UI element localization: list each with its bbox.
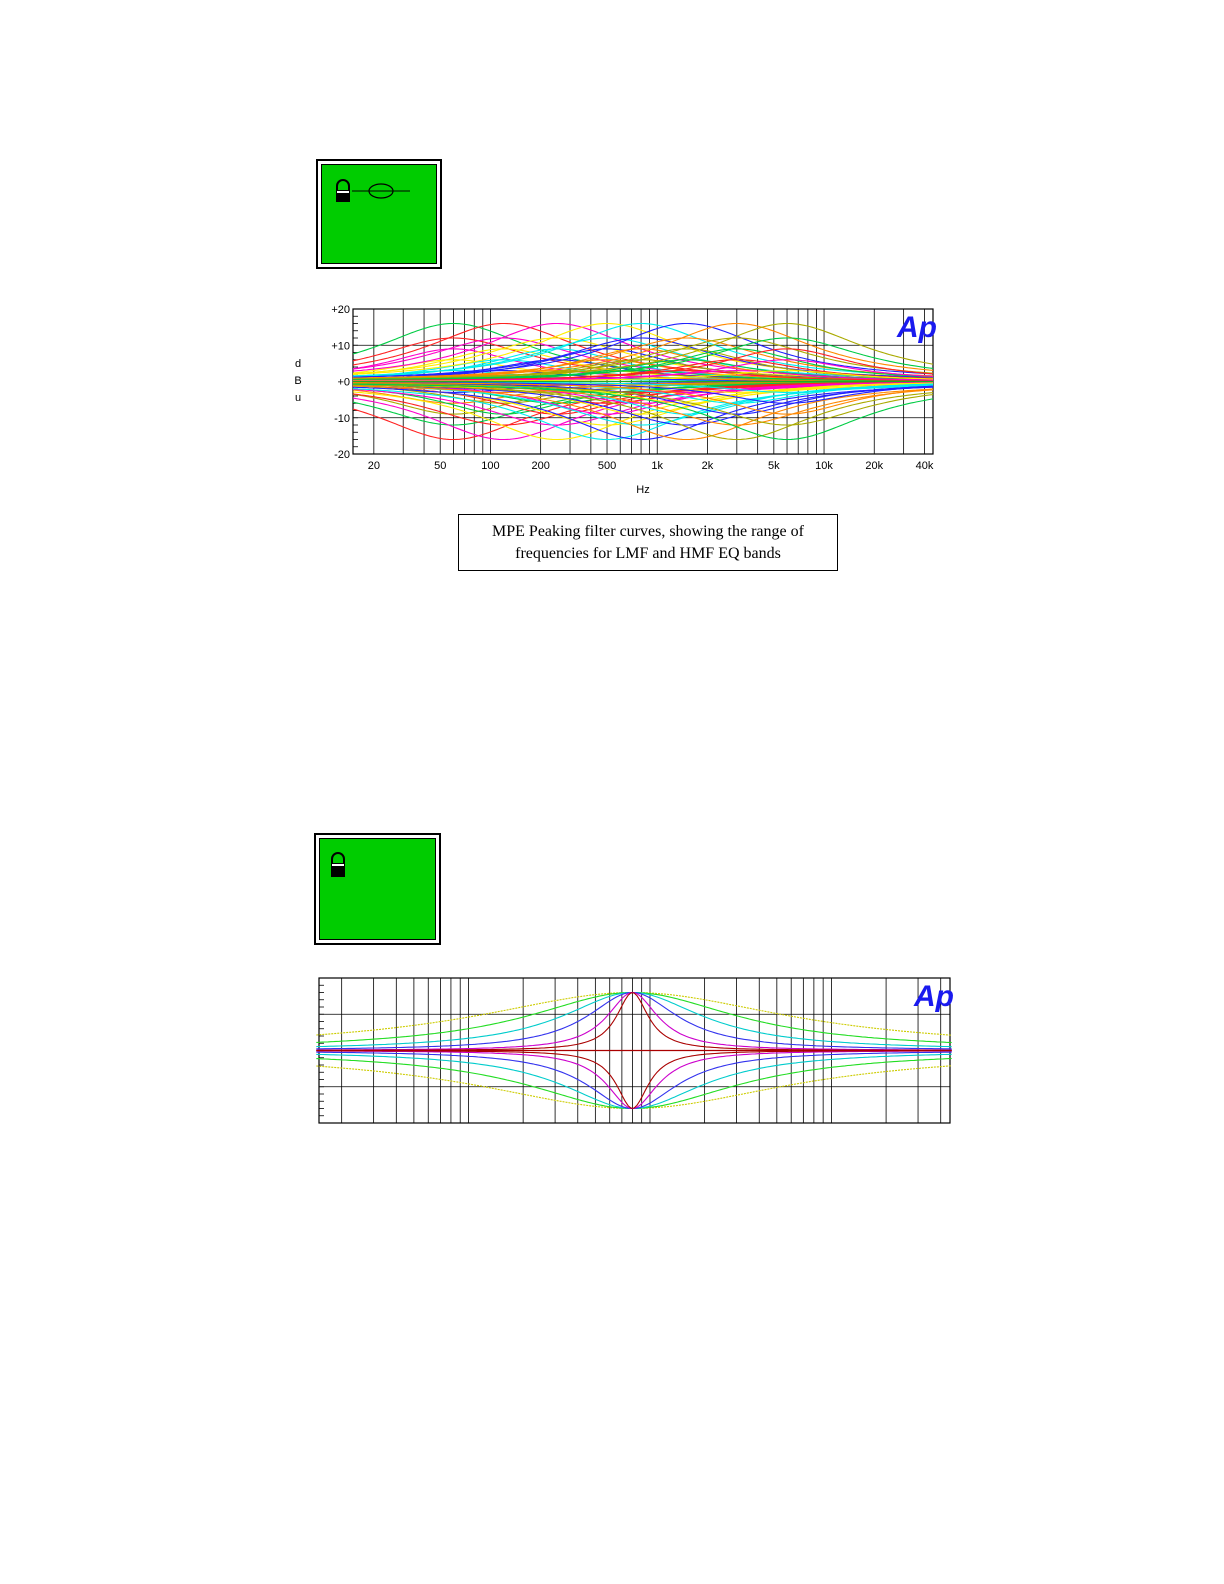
- ap-logo: Ap: [914, 980, 954, 1013]
- bell-curve-icon: [352, 184, 410, 198]
- chart-caption: MPE Peaking filter curves, showing the range of frequencies for LMF and HMF EQ bands: [458, 514, 838, 571]
- x-tick-label: 5k: [768, 460, 780, 472]
- x-tick-label: 20: [367, 460, 380, 472]
- x-tick-label: 500: [597, 460, 617, 472]
- ap-logo: Ap: [897, 311, 937, 344]
- q-range-filter-chart: [310, 970, 960, 1130]
- y-tick-label: -10: [334, 412, 350, 425]
- y-axis-label: [294, 358, 301, 404]
- lock-icon: [330, 851, 350, 881]
- y-axis-label-char: B: [294, 375, 302, 387]
- y-axis-label-char: d: [294, 358, 302, 370]
- y-axis-label-char: u: [294, 392, 302, 404]
- x-tick-label: 40k: [915, 460, 934, 472]
- lock-icon: [335, 178, 415, 208]
- y-tick-label: +20: [331, 304, 350, 316]
- x-tick-label: 20k: [865, 460, 884, 472]
- x-tick-label: 200: [531, 460, 550, 472]
- x-tick-label: 1k: [651, 460, 664, 472]
- x-tick-label: 100: [481, 460, 500, 472]
- parametric-eq-icon-box: [316, 159, 442, 269]
- peaking-filter-chart: [280, 296, 950, 511]
- y-tick-label: +10: [331, 340, 350, 353]
- x-axis-label: Hz: [636, 484, 650, 496]
- x-tick-label: 10k: [815, 460, 833, 472]
- y-tick-label: +0: [337, 376, 350, 389]
- shelving-eq-icon-box: [314, 833, 441, 945]
- x-tick-label: 2k: [701, 460, 714, 472]
- y-tick-label: -20: [334, 449, 350, 461]
- x-tick-label: 50: [434, 460, 447, 472]
